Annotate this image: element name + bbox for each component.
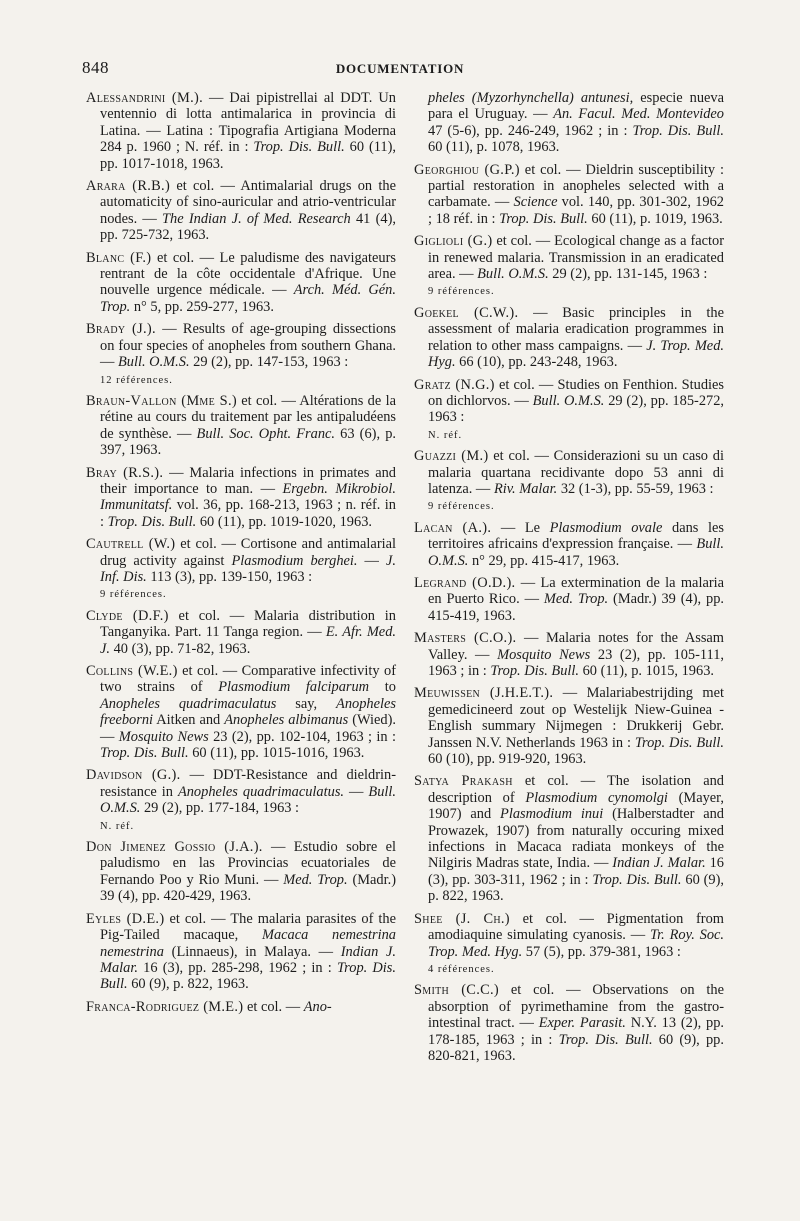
entry-text: et col. — Pigmentation from amodiaquine simulating cyanosis. — — [428, 910, 724, 944]
bibliography-entry — [86, 250, 396, 316]
entry-italic-text: Trop. Dis. Bull. — [632, 122, 724, 139]
entry-author: Gratz (N.G.) — [414, 376, 495, 393]
entry-text: (Mayer, 1907) and — [428, 789, 724, 823]
entry-author: Davidson (G.). — [86, 767, 181, 784]
entry-italic-text: Anopheles quadrimaculatus. — [177, 783, 345, 800]
entry-text: — DDT-Resistance and dieldrin-resistance in — [100, 767, 397, 800]
entry-italic-text: Indian J. Malar. — [100, 943, 396, 976]
entry-italic-text: E. Afr. Med. J. — [100, 624, 396, 657]
entry-italic-text: The Indian J. of Med. Research — [162, 210, 351, 227]
entry-italic-text: Anopheles freeborni — [100, 695, 396, 729]
entry-text: et col. — Antimalarial drugs on the automaticity of sino-auricular and atrio-ventricular nodes. — — [100, 178, 396, 227]
entry-reference-count: 9 références. — [428, 286, 495, 298]
bibliography-entry — [86, 465, 396, 531]
entry-italic-text: pheles (Myzorhynchella) antunesi, — [428, 90, 634, 106]
entry-italic-text: Trop. Dis. Bull. — [100, 959, 397, 993]
entry-author: Braun-Vallon (Mme S.) — [86, 392, 237, 409]
entry-italic-text: Tr. Roy. Soc. Trop. Med. Hyg. — [428, 927, 724, 960]
bibliography-entry — [414, 575, 724, 624]
entry-text: — Malaria infections in primates and their importance to man. — — [100, 464, 396, 497]
bibliography-entry — [86, 536, 396, 602]
entry-author: Meuwissen (J.H.E.T.). — [414, 685, 554, 702]
entry-italic-text: Exper. Parasit. — [538, 1015, 626, 1032]
entry-italic-text: Bull. O.M.S. — [100, 783, 396, 817]
bibliography-entry — [86, 321, 396, 387]
entry-text: et col. — Studies on Fenthion. Studies on dichlorvos. — — [428, 376, 724, 409]
bibliography-entry — [86, 178, 396, 244]
entry-reference-count: 9 références. — [100, 589, 167, 601]
entry-italic-text: Trop. Dis. Bull. — [634, 734, 724, 751]
entry-author: Don Jimenez Gossio (J.A.). — [86, 839, 263, 856]
entry-text: 29 (2), pp. 147-153, 1963 : — [189, 354, 349, 371]
bibliography-entry — [86, 839, 396, 905]
entry-text: (Madr.) 39 (4), pp. 415-419, 1963. — [428, 591, 724, 624]
entry-author: Alessandrini (M.). — [86, 90, 203, 106]
bibliography-entry — [414, 305, 724, 371]
entry-text: 60 (11), p. 1019, 1963. — [587, 210, 723, 227]
entry-text: — Dai pipistrellai al DDT. Un ventennio di lotta antimalarica in provincia di Latina. — Latina : Tipografia Artigiana Moderna 284 p. 1960 ; N. réf. in : — [100, 90, 396, 156]
entry-italic-text: Riv. Malar. — [493, 480, 558, 497]
entry-text: — — [344, 783, 369, 800]
entry-italic-text: Macaca nemestrina nemestrina — [100, 927, 396, 960]
entry-author: Goekel (C.W.). — [414, 304, 519, 321]
entry-author: Lacan (A.). — [414, 519, 492, 536]
entry-italic-text: Bull. O.M.S. — [118, 354, 190, 371]
entry-text: 16 (3), pp. 303-311, 1962 ; in : — [428, 855, 724, 888]
entry-text: et col. — Considerazioni su un caso di malaria quartana recidivante dopo 53 anni di latenza. — — [428, 448, 725, 497]
entry-italic-text: Trop. Dis. Bull. — [253, 139, 345, 156]
bibliography-entry — [86, 608, 396, 657]
entry-text: 29 (2), pp. 185-272, 1963 : — [428, 392, 724, 426]
entry-author: Bray (R.S.). — [86, 464, 164, 481]
entry-italic-text: Med. Trop. — [543, 591, 609, 608]
entry-text: 57 (5), pp. 379-381, 1963 : — [522, 943, 681, 960]
entry-text: 41 (4), pp. 725-732, 1963. — [100, 210, 396, 244]
entry-text: (Linnaeus), in Malaya. — — [163, 943, 341, 960]
entry-text: 60 (11), pp. 1015-1016, 1963. — [188, 745, 365, 762]
entry-text: (Wied). — — [100, 712, 396, 745]
entry-author: Franca-Rodriguez (M.E.) — [86, 998, 244, 1015]
entry-text: N.Y. 13 (2), pp. 178-185, 1963 ; in : — [428, 1015, 724, 1048]
entry-reference-count: N. réf. — [100, 820, 135, 832]
entry-text: (Madr.) 39 (4), pp. 420-429, 1963. — [100, 871, 397, 905]
entry-author: Masters (C.O.). — [414, 630, 517, 647]
entry-text: 29 (2), pp. 177-184, 1963 : — [140, 800, 300, 817]
entry-text: 60 (9), p. 822, 1963. — [428, 871, 724, 905]
bibliography-entry — [414, 520, 724, 569]
entry-text: 16 (3), pp. 285-298, 1962 ; in : — [137, 959, 337, 976]
entry-text: — Results of age-grouping dissections on four species of anopheles from southern Ghana. — — [100, 321, 396, 371]
entry-italic-text: Arch. Méd. Gén. Trop. — [100, 282, 396, 315]
entry-reference-count: 4 références. — [428, 963, 495, 975]
left-column — [86, 90, 396, 1021]
entry-text: et col. — The isolation and description of — [428, 773, 724, 806]
entry-italic-text: Science — [513, 194, 558, 211]
bibliography-entry — [86, 999, 396, 1015]
entry-italic-text: Indian J. Malar. — [612, 855, 706, 872]
bibliography-entry — [86, 911, 396, 993]
entry-author: Shee (J. Ch.) — [414, 910, 510, 927]
entry-text: 113 (3), pp. 139-150, 1963 : — [146, 568, 313, 585]
entry-text: et col. — Dieldrin susceptibility : partial restoration in anopheles selected with a carbamate. — — [428, 161, 724, 211]
entry-italic-text: J. Trop. Med. Hyg. — [428, 337, 724, 371]
entry-italic-text: Bull. O.M.S. — [477, 266, 549, 283]
entry-text: 40 (3), pp. 71-82, 1963. — [110, 640, 251, 657]
entry-text: — Le — [491, 519, 550, 536]
bibliography-entry — [86, 90, 396, 172]
entry-author: Georghiou (G.P.) — [414, 161, 520, 178]
entry-text: 23 (2), pp. 105-111, 1963 ; in : — [428, 646, 725, 679]
entry-text: 47 (5-6), pp. 246-249, 1962 ; in : — [428, 122, 633, 139]
entry-text: vol. 140, pp. 301-302, 1962 ; 18 réf. in : — [428, 194, 724, 227]
entry-italic-text: J. Inf. Dis. — [100, 552, 396, 585]
entry-italic-text: Mosquito News — [497, 646, 591, 663]
entry-italic-text: Plasmodium berghei. — [231, 552, 358, 569]
bibliography-entry — [86, 767, 396, 833]
entry-italic-text: Trop. Dis. Bull. — [592, 871, 682, 888]
bibliography-entry — [414, 685, 724, 767]
entry-author: Guazzi (M.) — [414, 448, 489, 465]
entry-text: et col. — Cortisone and antimalarial drug activity against — [100, 536, 396, 569]
entry-author: Cautrell (W.) — [86, 536, 176, 553]
entry-italic-text: An. Facul. Med. Montevideo — [553, 106, 724, 123]
bibliography-entry — [414, 773, 724, 904]
entry-text: 29 (2), pp. 131-145, 1963 : — [548, 266, 708, 283]
entry-text: Aitken and — [153, 712, 225, 729]
entry-italic-text: Plasmodium ovale — [549, 519, 663, 536]
entry-text: et col. — Comparative infectivity of two strains of — [100, 663, 397, 696]
entry-author: Legrand (O.D.). — [414, 574, 516, 591]
bibliography-entry — [414, 90, 724, 156]
entry-author: Blanc (F.) — [86, 249, 152, 266]
entry-text: — Basic principles in the assessment of malaria eradication programmes in relation to other mass campaigns. — — [428, 304, 724, 354]
entry-italic-text: Plasmodium inui — [500, 806, 604, 823]
entry-author: Smith (C.C.) — [414, 982, 499, 999]
right-column — [414, 90, 724, 1070]
entry-text: 66 (10), pp. 243-248, 1963. — [455, 354, 618, 371]
entry-italic-text: Plasmodium falciparum — [218, 679, 370, 696]
bibliography-entry — [414, 630, 724, 679]
entry-italic-text: Bull. O.M.S. — [428, 536, 724, 569]
entry-text: et col. — Le paludisme des navigateurs rentrant de la côte occidentale d'Afrique. Une nouvelle urgence médicale. — — [100, 249, 397, 299]
entry-text: dans les territoires africains d'expression française. — — [428, 519, 724, 553]
entry-italic-text: Trop. Dis. Bull. — [499, 210, 588, 227]
bibliography-entry — [86, 393, 396, 459]
entry-author: Clyde (D.F.) — [86, 607, 169, 624]
bibliography-entry — [414, 233, 724, 299]
entry-italic-text: Mosquito News — [118, 728, 209, 745]
entry-author: Satya Prakash — [414, 773, 513, 790]
bibliography-entry — [414, 377, 724, 443]
entry-author: Collins (W.E.) — [86, 663, 178, 679]
entry-text: (Halberstadter and Prowazek, 1907) from naturally occuring mixed infections in Macaca radiata monkeys of the Nilgiris Madras state, India. — — [428, 806, 724, 872]
entry-italic-text: Plasmodium cynomolgi — [525, 789, 668, 806]
entry-reference-count: 12 références. — [100, 374, 173, 386]
entry-text: et col. — — [243, 998, 304, 1015]
entry-text: to — [369, 679, 396, 696]
entry-text: 60 (11), pp. 1017-1018, 1963. — [100, 139, 396, 172]
entry-text: 60 (9), pp. 820-821, 1963. — [428, 1031, 724, 1064]
entry-text: 60 (11), p. 1015, 1963. — [579, 663, 714, 679]
entry-italic-text: Trop. Dis. Bull. — [100, 745, 189, 762]
entry-text: vol. 36, pp. 168-213, 1963 ; n. réf. in : — [100, 497, 396, 530]
entry-italic-text: Ergebn. Mikrobiol. Immunitatsf. — [100, 480, 396, 514]
entry-text: 63 (6), p. 397, 1963. — [100, 425, 396, 459]
entry-text: et col. — Ecological change as a factor in renewed malaria. Transmission in an eradicated area. — — [428, 233, 724, 283]
entry-text: — — [357, 552, 386, 569]
entry-italic-text: Anopheles quadrimaculatus — [100, 695, 277, 712]
entry-text: et col. — Malaria distribution in Tanganyika. Part. 11 Tanga region. — — [100, 607, 396, 641]
entry-italic-text: Ano- — [303, 998, 332, 1015]
entry-author: Giglioli (G.) — [414, 233, 493, 250]
entry-text: — La extermination de la malaria en Puerto Rico. — — [428, 574, 725, 608]
entry-text: 60 (11), p. 1078, 1963. — [428, 139, 560, 156]
entry-text: 60 (10), pp. 919-920, 1963. — [428, 751, 587, 768]
bibliography-entry — [414, 982, 724, 1064]
entry-text: — Malariabestrijding met gemedicineerd zout op Westelijk Niew-Guinea - English summary Nijmegen : Drukkerij Gebr. Janssen N.V. Netherlands 1963 in : — [428, 685, 725, 751]
running-title: DOCUMENTATION — [335, 61, 465, 76]
entry-italic-text: Trop. Dis. Bull. — [558, 1031, 653, 1048]
bibliography-entry — [414, 162, 724, 228]
entry-italic-text: Trop. Dis. Bull. — [490, 663, 580, 679]
entry-text: 32 (1-3), pp. 55-59, 1963 : — [557, 480, 714, 497]
entry-text: et col. — Observations on the absorption of pyrimethamine from the gastro-intestinal tract. — — [428, 982, 725, 1032]
entry-text: n° 29, pp. 415-417, 1963. — [468, 552, 620, 569]
entry-text: 60 (9), p. 822, 1963. — [127, 976, 249, 993]
entry-italic-text: Trop. Dis. Bull. — [107, 513, 197, 530]
entry-text: 60 (11), pp. 1019-1020, 1963. — [196, 513, 372, 530]
entry-italic-text: Med. Trop. — [283, 871, 348, 888]
entry-reference-count: N. réf. — [428, 429, 463, 441]
entry-text: et col. — Altérations de la rétine au cours du traitement par les antipaludéens de synthèse. — — [100, 392, 396, 442]
entry-author: Brady (J.). — [86, 321, 156, 338]
entry-text: — Malaria notes for the Assam Valley. — — [428, 630, 724, 663]
entry-italic-text: Bull. Soc. Opht. Franc. — [196, 425, 336, 442]
entry-reference-count: 9 références. — [428, 501, 495, 513]
entry-text: especie nueva para el Uruguay. — — [428, 90, 725, 123]
entry-text: say, — [276, 695, 337, 712]
entry-author: Arara (R.B.) — [86, 178, 171, 195]
entry-text: 23 (2), pp. 102-104, 1963 ; in : — [208, 728, 396, 745]
entry-text: — Estudio sobre el paludismo en las Provincias ecuatoriales de Fernando Poo y Rio Muni. — — [100, 839, 396, 888]
bibliography-entry — [414, 448, 724, 514]
entry-text: n° 5, pp. 259-277, 1963. — [130, 298, 274, 315]
entry-text: et col. — The malaria parasites of the Pig-Tailed macaque, — [100, 910, 396, 944]
page-number: 848 — [82, 58, 109, 77]
entry-italic-text: Anopheles albimanus — [224, 712, 349, 729]
bibliography-entry — [86, 663, 396, 761]
entry-italic-text: Bull. O.M.S. — [532, 392, 605, 409]
entry-author: Eyles (D.E.) — [86, 910, 165, 927]
bibliography-entry — [414, 911, 724, 977]
